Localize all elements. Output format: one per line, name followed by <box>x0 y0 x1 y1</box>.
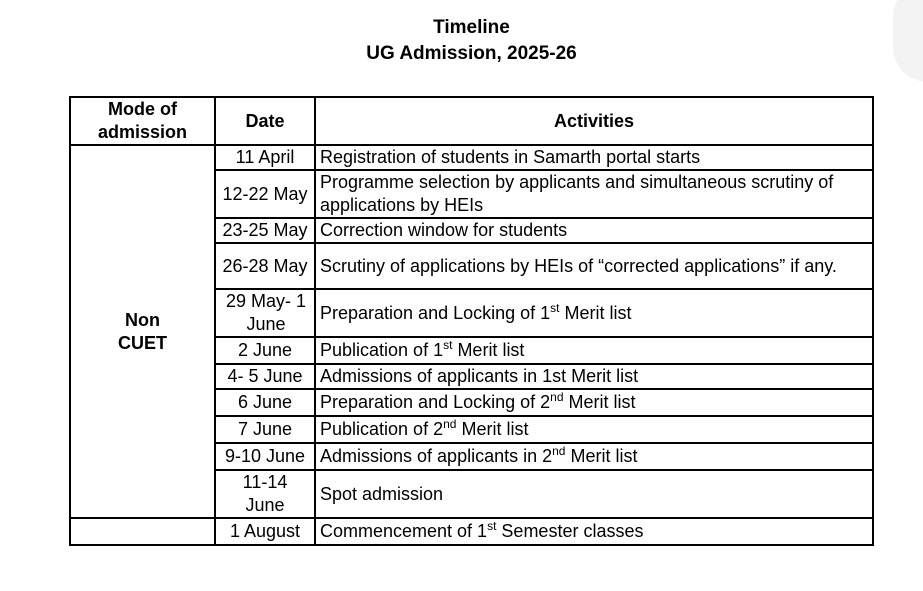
page-title: Timeline <box>433 17 510 38</box>
date-cell: 1 August <box>215 518 315 545</box>
header-activities: Activities <box>315 97 873 145</box>
page-subtitle: UG Admission, 2025-26 <box>366 43 577 64</box>
date-cell: 26-28 May <box>215 243 315 289</box>
activity-text: Publication of 1 <box>320 340 444 360</box>
activity-text-end: Merit list <box>565 446 638 466</box>
activity-cell <box>315 389 873 416</box>
timeline-table <box>69 96 874 546</box>
activity-text: Preparation and Locking of 1 <box>320 302 551 323</box>
date-cell: 23-25 May <box>215 218 315 243</box>
date-text: 29 May- 1 June <box>225 291 307 334</box>
header-mode: Mode of admission <box>70 97 215 145</box>
date-cell <box>215 289 315 337</box>
header-row <box>70 97 873 145</box>
date-cell: 11 April <box>215 145 315 170</box>
header-date: Date <box>215 97 315 145</box>
activity-cell <box>315 364 873 389</box>
ordinal-suffix: nd <box>550 390 564 404</box>
corner-decoration <box>893 0 923 82</box>
table-row <box>70 145 873 170</box>
activity-text-end: Merit list <box>563 392 636 412</box>
activity-text-end: Semester classes <box>496 521 644 541</box>
activity-text: Publication of 2 <box>320 419 444 439</box>
activity-cell <box>315 289 873 337</box>
activity-text: Scrutiny of applications by HEIs of “corrected applications” if any. <box>320 255 837 276</box>
date-cell: 7 June <box>215 416 315 443</box>
activity-cell <box>315 416 873 443</box>
table-row <box>70 518 873 545</box>
activity-text: Spot admission <box>320 483 444 504</box>
date-cell: 9-10 June <box>215 443 315 470</box>
activity-cell <box>315 518 873 545</box>
date-cell: 6 June <box>215 389 315 416</box>
empty-mode-cell <box>70 518 215 545</box>
mode-label: Non CUET <box>118 309 167 353</box>
mode-cell <box>70 145 215 518</box>
ordinal-suffix: st <box>443 338 453 352</box>
activity-cell <box>315 145 873 170</box>
ordinal-suffix: nd <box>552 444 566 458</box>
activity-cell <box>315 170 873 218</box>
date-cell <box>215 470 315 518</box>
activity-cell <box>315 218 873 243</box>
activity-cell <box>315 470 873 518</box>
ordinal-suffix: nd <box>443 417 457 431</box>
ordinal-suffix: st <box>550 300 560 315</box>
activity-text: Preparation and Locking of 2 <box>320 392 551 412</box>
date-cell: 12-22 May <box>215 170 315 218</box>
date-text: 11-14 June <box>242 472 288 515</box>
activity-text: Registration of students in Samarth portal starts <box>320 147 701 167</box>
date-cell: 2 June <box>215 337 315 364</box>
activity-text-end: Merit list <box>559 302 632 323</box>
activity-cell <box>315 443 873 470</box>
activity-cell <box>315 337 873 364</box>
activity-text-end: Merit list <box>456 419 529 439</box>
activity-text-end: Merit list <box>452 340 525 360</box>
activity-text: Commencement of 1 <box>320 521 488 541</box>
activity-text: Programme selection by applicants and simultaneous scrutiny of applications by HEIs <box>320 172 834 215</box>
activity-text: Correction window for students <box>320 220 568 240</box>
date-cell: 4- 5 June <box>215 364 315 389</box>
ordinal-suffix: st <box>487 519 497 533</box>
activity-cell <box>315 243 873 289</box>
activity-text: Admissions of applicants in 2 <box>320 446 553 466</box>
activity-text: Admissions of applicants in 1st Merit list <box>320 366 639 386</box>
